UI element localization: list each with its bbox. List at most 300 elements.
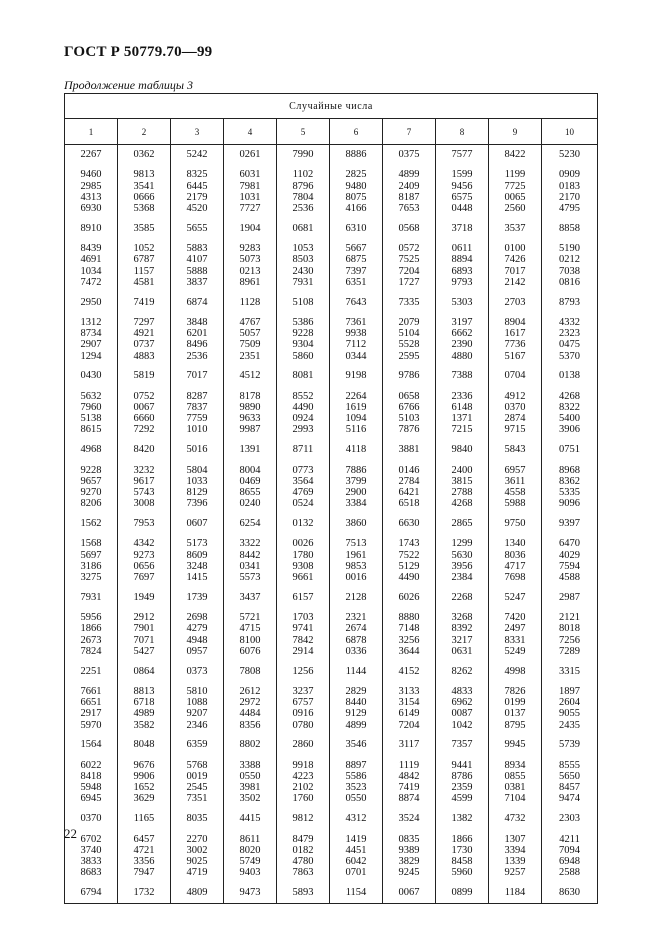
table-cell xyxy=(224,293,277,313)
random-number: 7038 xyxy=(559,265,581,277)
random-number: 1033 xyxy=(186,475,208,487)
random-number: 1866 xyxy=(80,623,102,635)
random-number: 0132 xyxy=(292,517,314,529)
random-number: 0855 xyxy=(504,771,526,783)
column-header-5: 5 xyxy=(277,119,330,145)
random-number: 7981 xyxy=(239,180,261,192)
random-number: 3546 xyxy=(345,739,367,751)
table-cell xyxy=(542,809,598,829)
random-number: 0370 xyxy=(80,813,102,825)
table-cell xyxy=(436,366,489,386)
random-number: 7420 xyxy=(504,612,526,624)
random-number: 9198 xyxy=(345,370,367,382)
random-number: 5632 xyxy=(80,390,102,402)
table-cell xyxy=(277,829,330,883)
random-number: 5103 xyxy=(398,413,420,425)
random-number: 9987 xyxy=(239,424,261,436)
random-number: 1739 xyxy=(186,591,208,603)
random-number: 0957 xyxy=(186,645,208,657)
random-number: 5667 xyxy=(345,243,367,255)
random-number: 3002 xyxy=(186,844,208,856)
random-number: 2179 xyxy=(186,191,208,203)
random-number: 4211 xyxy=(559,833,580,845)
table-cell xyxy=(542,219,598,239)
column-header-8: 8 xyxy=(436,119,489,145)
random-number: 1961 xyxy=(345,549,367,561)
random-number: 1780 xyxy=(292,549,314,561)
random-number: 9617 xyxy=(133,475,155,487)
random-number: 6662 xyxy=(451,328,473,340)
random-number: 8442 xyxy=(239,549,261,561)
table-cell xyxy=(224,588,277,608)
random-number: 5721 xyxy=(239,612,261,624)
random-number: 0016 xyxy=(345,572,367,584)
random-number: 2972 xyxy=(239,697,261,709)
random-number: 4691 xyxy=(80,254,102,266)
column-header-6: 6 xyxy=(330,119,383,145)
table-cell xyxy=(171,682,224,736)
random-number: 1256 xyxy=(292,665,314,677)
random-number: 4588 xyxy=(559,572,581,584)
random-number: 1184 xyxy=(504,886,526,898)
random-number: 5073 xyxy=(239,254,261,266)
random-number: 5970 xyxy=(80,719,102,731)
random-number: 4484 xyxy=(239,708,261,720)
random-number: 2268 xyxy=(451,591,473,603)
random-number: 4833 xyxy=(451,686,473,698)
random-number: 2270 xyxy=(186,833,208,845)
random-number: 8018 xyxy=(559,623,581,635)
random-number: 2409 xyxy=(398,180,420,192)
random-number: 1144 xyxy=(345,665,367,677)
table-cell xyxy=(542,588,598,608)
random-number: 2400 xyxy=(451,464,473,476)
random-number: 2264 xyxy=(345,390,367,402)
table-cell xyxy=(542,829,598,883)
random-number: 0475 xyxy=(559,339,581,351)
table-cell xyxy=(277,608,330,662)
random-number: 7357 xyxy=(451,739,473,751)
random-number: 7522 xyxy=(398,549,420,561)
table-cell xyxy=(277,534,330,588)
table-cell xyxy=(277,219,330,239)
table-cell xyxy=(224,829,277,883)
random-number: 7931 xyxy=(292,276,314,288)
random-number: 7397 xyxy=(345,265,367,277)
random-number: 9840 xyxy=(451,444,473,456)
table-cell xyxy=(436,809,489,829)
table-cell xyxy=(383,735,436,755)
random-number: 0704 xyxy=(504,370,526,382)
random-number: 7204 xyxy=(398,265,420,277)
random-number: 7736 xyxy=(504,339,526,351)
table-cell xyxy=(383,239,436,293)
table-cell xyxy=(330,755,383,809)
random-number: 9389 xyxy=(398,844,420,856)
random-number: 1299 xyxy=(451,538,473,550)
document-header: ГОСТ Р 50779.70—99 xyxy=(64,44,213,60)
table-cell xyxy=(65,608,118,662)
random-number: 0067 xyxy=(133,402,155,414)
table-cell xyxy=(330,460,383,514)
random-number: 5230 xyxy=(559,149,581,160)
random-number: 8048 xyxy=(133,739,155,751)
table-cell xyxy=(224,608,277,662)
table-cell xyxy=(542,682,598,736)
table-cell xyxy=(171,662,224,682)
table-cell xyxy=(383,534,436,588)
random-number: 7256 xyxy=(559,634,581,646)
random-number: 8496 xyxy=(186,339,208,351)
random-number: 5743 xyxy=(133,487,155,499)
random-number: 7837 xyxy=(186,402,208,414)
random-number: 8322 xyxy=(559,402,581,414)
random-number: 6945 xyxy=(80,793,102,805)
table-cell xyxy=(65,440,118,460)
random-number: 0611 xyxy=(451,243,473,255)
random-number: 8615 xyxy=(80,424,102,436)
random-number: 6470 xyxy=(559,538,581,550)
random-number: 3956 xyxy=(451,560,473,572)
random-number: 4599 xyxy=(451,793,473,805)
random-number: 5400 xyxy=(559,413,581,425)
random-number: 1053 xyxy=(292,243,314,255)
random-number: 2359 xyxy=(451,782,473,794)
random-number: 8655 xyxy=(239,487,261,499)
table-cell xyxy=(65,366,118,386)
random-number: 6026 xyxy=(398,591,420,603)
random-number: 1897 xyxy=(559,686,581,698)
table-cell xyxy=(542,755,598,809)
random-number: 2825 xyxy=(345,169,367,181)
random-number: 2917 xyxy=(80,708,102,720)
random-number: 8081 xyxy=(292,370,314,382)
random-number: 2430 xyxy=(292,265,314,277)
random-number: 7419 xyxy=(133,296,155,308)
table-cell xyxy=(542,165,598,219)
random-number: 4998 xyxy=(504,665,526,677)
random-number: 8683 xyxy=(80,867,102,879)
random-number: 0067 xyxy=(398,886,420,898)
random-number: 8457 xyxy=(559,782,581,794)
random-number: 3437 xyxy=(239,591,261,603)
random-number: 6962 xyxy=(451,697,473,709)
random-number: 4719 xyxy=(186,867,208,879)
table-title: Случайные числа xyxy=(65,94,598,119)
table-row-group xyxy=(65,755,598,809)
table-cell xyxy=(330,313,383,367)
random-number: 1294 xyxy=(80,350,102,362)
random-number: 9129 xyxy=(345,708,367,720)
random-number: 7335 xyxy=(398,296,420,308)
table-cell xyxy=(118,588,171,608)
random-number: 2536 xyxy=(292,203,314,215)
table-cell xyxy=(277,514,330,534)
random-number: 8858 xyxy=(559,222,581,234)
random-number: 3837 xyxy=(186,276,208,288)
table-cell xyxy=(224,239,277,293)
random-number: 5303 xyxy=(451,296,473,308)
random-number: 0370 xyxy=(504,402,526,414)
table-cell xyxy=(542,460,598,514)
random-number: 5888 xyxy=(186,265,208,277)
table-cell xyxy=(118,219,171,239)
random-number: 7361 xyxy=(345,317,367,329)
random-number: 1732 xyxy=(133,886,155,898)
random-number: 4107 xyxy=(186,254,208,266)
table-cell xyxy=(489,755,542,809)
random-number: 3394 xyxy=(504,844,526,856)
table-cell xyxy=(489,809,542,829)
random-number: 8786 xyxy=(451,771,473,783)
random-number: 2536 xyxy=(186,350,208,362)
random-number: 2588 xyxy=(559,867,581,879)
random-number: 9813 xyxy=(133,169,155,181)
table-cell xyxy=(436,313,489,367)
random-number: 9715 xyxy=(504,424,526,436)
table-cell xyxy=(277,662,330,682)
random-number: 1727 xyxy=(398,276,420,288)
table-cell xyxy=(171,460,224,514)
table-cell xyxy=(330,682,383,736)
table-cell xyxy=(224,386,277,440)
random-number: 6149 xyxy=(398,708,420,720)
random-number: 3524 xyxy=(398,813,420,825)
table-cell xyxy=(118,386,171,440)
random-number: 5108 xyxy=(292,296,314,308)
table-cell xyxy=(171,366,224,386)
table-cell xyxy=(383,514,436,534)
random-number: 6930 xyxy=(80,203,102,215)
random-number: 7661 xyxy=(80,686,102,698)
random-number: 9283 xyxy=(239,243,261,255)
random-number: 3388 xyxy=(239,759,261,771)
table-row-group xyxy=(65,534,598,588)
random-number: 8331 xyxy=(504,634,526,646)
random-number: 6794 xyxy=(80,886,102,898)
table-cell xyxy=(383,293,436,313)
random-number: 4717 xyxy=(504,560,526,572)
table-cell xyxy=(330,386,383,440)
random-number: 6757 xyxy=(292,697,314,709)
random-number: 3237 xyxy=(292,686,314,698)
random-number: 5247 xyxy=(504,591,526,603)
table-cell xyxy=(65,460,118,514)
table-cell xyxy=(489,440,542,460)
table-cell xyxy=(436,293,489,313)
random-number: 8356 xyxy=(239,719,261,731)
table-cell xyxy=(383,755,436,809)
random-number: 5249 xyxy=(504,645,526,657)
random-number: 2303 xyxy=(559,813,581,825)
random-number: 7351 xyxy=(186,793,208,805)
table-row-group xyxy=(65,514,598,534)
column-header-7: 7 xyxy=(383,119,436,145)
random-number: 7643 xyxy=(345,296,367,308)
random-number: 1102 xyxy=(292,169,314,181)
random-number: 7727 xyxy=(239,203,261,215)
column-header-9: 9 xyxy=(489,119,542,145)
random-number: 5368 xyxy=(133,203,155,215)
table-cell xyxy=(383,460,436,514)
random-number: 7215 xyxy=(451,424,473,436)
table-cell xyxy=(65,755,118,809)
random-number: 7697 xyxy=(133,572,155,584)
random-number: 3718 xyxy=(451,222,473,234)
random-number: 6878 xyxy=(345,634,367,646)
table-cell xyxy=(224,366,277,386)
random-number: 9456 xyxy=(451,180,473,192)
random-number: 4948 xyxy=(186,634,208,646)
random-number: 6702 xyxy=(80,833,102,845)
random-number: 0146 xyxy=(398,464,420,476)
table-cell xyxy=(118,829,171,883)
table-cell xyxy=(383,829,436,883)
table-cell xyxy=(542,534,598,588)
random-number: 2829 xyxy=(345,686,367,698)
random-number: 0773 xyxy=(292,464,314,476)
random-number: 9633 xyxy=(239,413,261,425)
random-number: 0362 xyxy=(133,149,155,160)
random-number: 8711 xyxy=(292,444,314,456)
random-number: 5768 xyxy=(186,759,208,771)
table-cell xyxy=(436,883,489,904)
random-number: 2079 xyxy=(398,317,420,329)
table-cell xyxy=(489,145,542,166)
random-number: 5104 xyxy=(398,328,420,340)
random-number: 8734 xyxy=(80,328,102,340)
random-number: 5843 xyxy=(504,444,526,456)
random-number: 4912 xyxy=(504,390,526,402)
random-number: 7886 xyxy=(345,464,367,476)
table-cell xyxy=(542,366,598,386)
random-number: 6445 xyxy=(186,180,208,192)
table-cell xyxy=(224,313,277,367)
random-number: 4268 xyxy=(559,390,581,402)
random-number: 0199 xyxy=(504,697,526,709)
table-cell xyxy=(489,682,542,736)
random-number: 7292 xyxy=(133,424,155,436)
random-number: 8440 xyxy=(345,697,367,709)
table-cell xyxy=(171,313,224,367)
random-number: 4166 xyxy=(345,203,367,215)
random-number: 9273 xyxy=(133,549,155,561)
table-cell xyxy=(65,735,118,755)
table-cell xyxy=(277,588,330,608)
random-number: 2321 xyxy=(345,612,367,624)
random-number: 0524 xyxy=(292,498,314,510)
table-cell xyxy=(383,313,436,367)
random-number: 3629 xyxy=(133,793,155,805)
random-number: 7808 xyxy=(239,665,261,677)
table-cell xyxy=(330,219,383,239)
column-header-2: 2 xyxy=(118,119,171,145)
random-number: 4921 xyxy=(133,328,155,340)
random-number: 1199 xyxy=(504,169,526,181)
random-number: 4899 xyxy=(398,169,420,181)
random-number: 9228 xyxy=(80,464,102,476)
random-number: 5167 xyxy=(504,350,526,362)
random-number: 8793 xyxy=(559,296,581,308)
random-number: 2595 xyxy=(398,350,420,362)
table-cell xyxy=(224,460,277,514)
random-number: 3585 xyxy=(133,222,155,234)
random-number: 8362 xyxy=(559,475,581,487)
random-number: 4490 xyxy=(292,402,314,414)
random-number: 0916 xyxy=(292,708,314,720)
table-row-group xyxy=(65,293,598,313)
table-cell xyxy=(330,145,383,166)
random-number: 8439 xyxy=(80,243,102,255)
random-numbers-table xyxy=(64,93,598,904)
random-number: 2900 xyxy=(345,487,367,499)
random-number: 4223 xyxy=(292,771,314,783)
column-header-3: 3 xyxy=(171,119,224,145)
random-number: 6718 xyxy=(133,697,155,709)
random-number: 0568 xyxy=(398,222,420,234)
table-cell xyxy=(383,588,436,608)
random-number: 0701 xyxy=(345,867,367,879)
random-number: 4415 xyxy=(239,813,261,825)
random-number: 5427 xyxy=(133,645,155,657)
table-cell xyxy=(489,735,542,755)
random-number: 8287 xyxy=(186,390,208,402)
table-cell xyxy=(489,829,542,883)
table-cell xyxy=(489,386,542,440)
random-number: 2121 xyxy=(559,612,581,624)
table-cell xyxy=(118,883,171,904)
table-cell xyxy=(383,809,436,829)
table-cell xyxy=(489,293,542,313)
random-number: 7513 xyxy=(345,538,367,550)
random-number: 8262 xyxy=(451,665,473,677)
random-number: 5630 xyxy=(451,549,473,561)
random-number: 7653 xyxy=(398,203,420,215)
random-number: 5386 xyxy=(292,317,314,329)
random-number: 7947 xyxy=(133,867,155,879)
random-number: 4268 xyxy=(451,498,473,510)
table-row-group xyxy=(65,440,598,460)
random-number: 2673 xyxy=(80,634,102,646)
random-number: 5819 xyxy=(133,370,155,382)
table-cell xyxy=(224,145,277,166)
random-number: 0751 xyxy=(559,444,581,456)
table-cell xyxy=(489,514,542,534)
random-number: 3906 xyxy=(559,424,581,436)
table-cell xyxy=(436,662,489,682)
random-number: 1034 xyxy=(80,265,102,277)
table-cell xyxy=(542,440,598,460)
random-number: 9474 xyxy=(559,793,581,805)
random-number: 4715 xyxy=(239,623,261,635)
random-number: 4118 xyxy=(345,444,367,456)
random-number: 4767 xyxy=(239,317,261,329)
random-number: 7826 xyxy=(504,686,526,698)
random-number: 2267 xyxy=(80,149,102,160)
random-number: 1619 xyxy=(345,402,367,414)
table-cell xyxy=(118,313,171,367)
random-number: 7017 xyxy=(186,370,208,382)
random-number: 2914 xyxy=(292,645,314,657)
table-cell xyxy=(436,735,489,755)
table-cell xyxy=(118,735,171,755)
table-cell xyxy=(171,829,224,883)
table-cell xyxy=(224,165,277,219)
random-number: 5586 xyxy=(345,771,367,783)
random-number: 5016 xyxy=(186,444,208,456)
table-row-group xyxy=(65,809,598,829)
table-cell xyxy=(171,588,224,608)
